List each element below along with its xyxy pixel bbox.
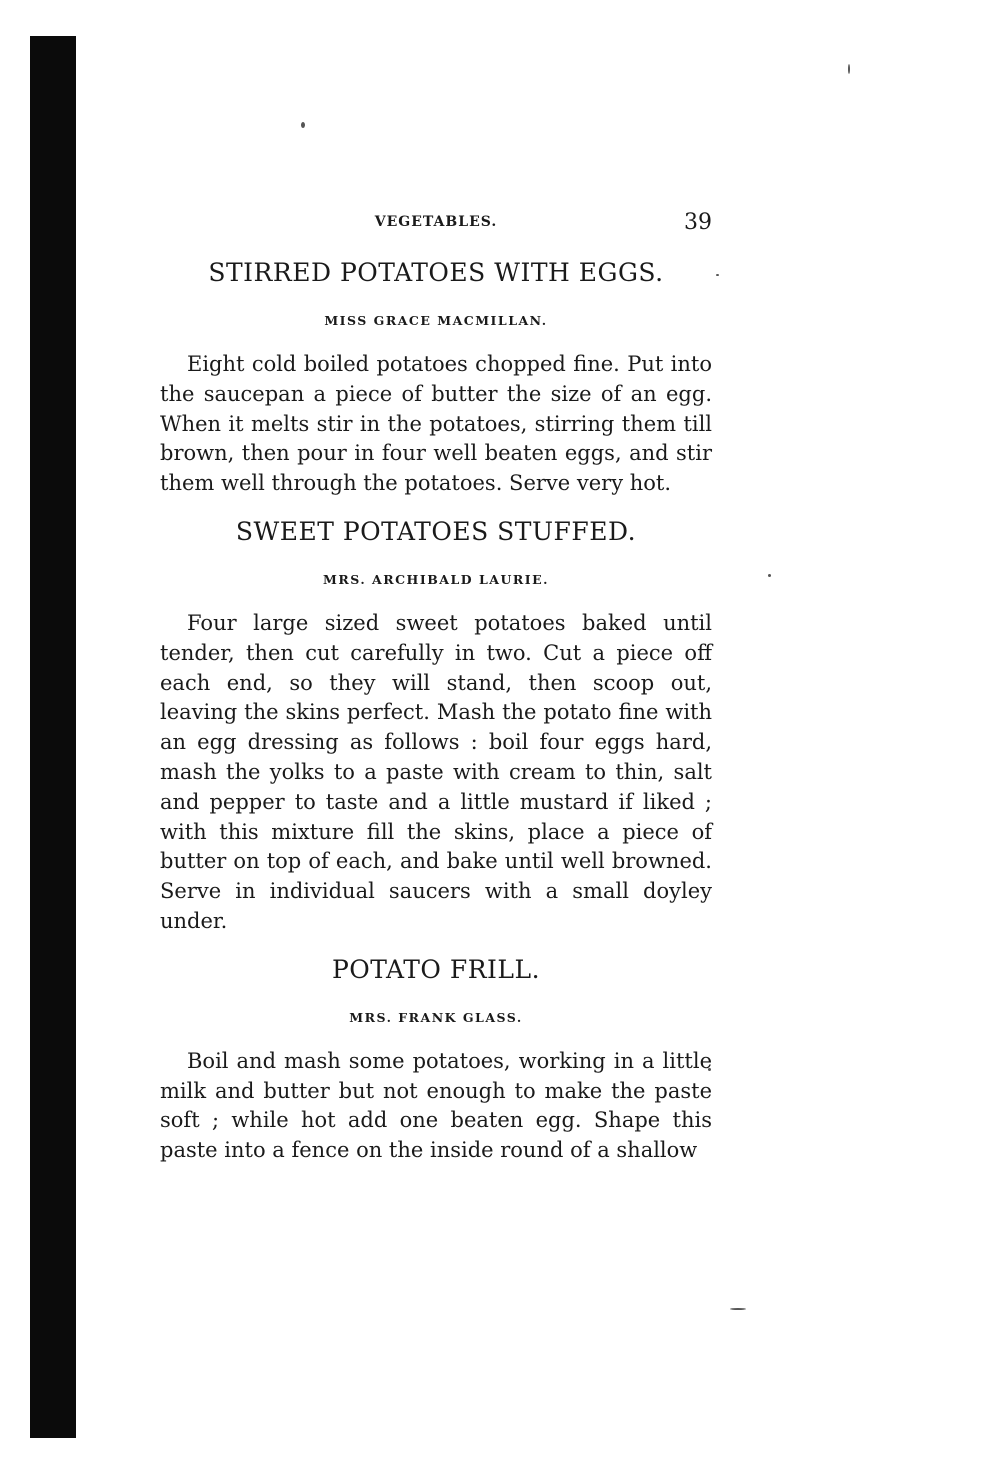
recipe-sweet-potatoes-stuffed	[160, 517, 712, 937]
recipe-author: MRS. FRANK GLASS.	[349, 1009, 523, 1025]
recipe-body: Eight cold boiled potatoes chopped fine. Put into the saucepan a piece of butter the size of an egg. When it melts stir in the potatoes, stirring them till brown, then pour in four well beaten eggs, and stir them well through the potatoes. Serve very hot.	[160, 352, 712, 496]
book-page	[160, 200, 712, 1176]
page-number: 39	[684, 210, 712, 235]
scan-speck	[716, 274, 719, 276]
recipe-stirred-potatoes	[160, 258, 712, 499]
scan-speck	[768, 574, 771, 577]
recipe-author: MISS GRACE MACMILLAN.	[324, 313, 548, 328]
recipe-title: SWEET POTATOES STUFFED.	[235, 516, 637, 546]
scan-speck	[848, 64, 850, 74]
running-head	[160, 200, 712, 240]
recipe-body: Four large sized sweet potatoes baked until tender, then cut carefully in two. Cut a piece off each end, so they will stand, then scoop out, leaving the skins perfect. Mash the potato fine with an egg dressing as follows : boil four eggs hard, mash the yolks to a paste with cream to thin, salt and pepper to taste and a little mustard if liked ; with this mixture fill the skins, place a piece of butter on top of each, and bake until well browned. Serve in individual saucers with a small doyley under.	[160, 610, 712, 933]
recipe-author: MRS. ARCHIBALD LAURIE.	[323, 571, 549, 587]
recipe-title: POTATO FRILL.	[331, 954, 541, 984]
book-spine-shadow	[30, 36, 76, 1438]
running-title: VEGETABLES.	[374, 214, 498, 230]
recipe-potato-frill	[160, 955, 712, 1166]
recipe-body: Boil and mash some potatoes, working in a little milk and butter but not enough to make the paste soft ; while hot add one beaten egg. Shape this paste into a fence on the inside round of a shallow	[160, 1048, 712, 1163]
scan-speck	[730, 1308, 746, 1310]
recipe-title: STIRRED POTATOES WITH EGGS.	[208, 258, 664, 287]
scan-speck	[301, 122, 305, 128]
